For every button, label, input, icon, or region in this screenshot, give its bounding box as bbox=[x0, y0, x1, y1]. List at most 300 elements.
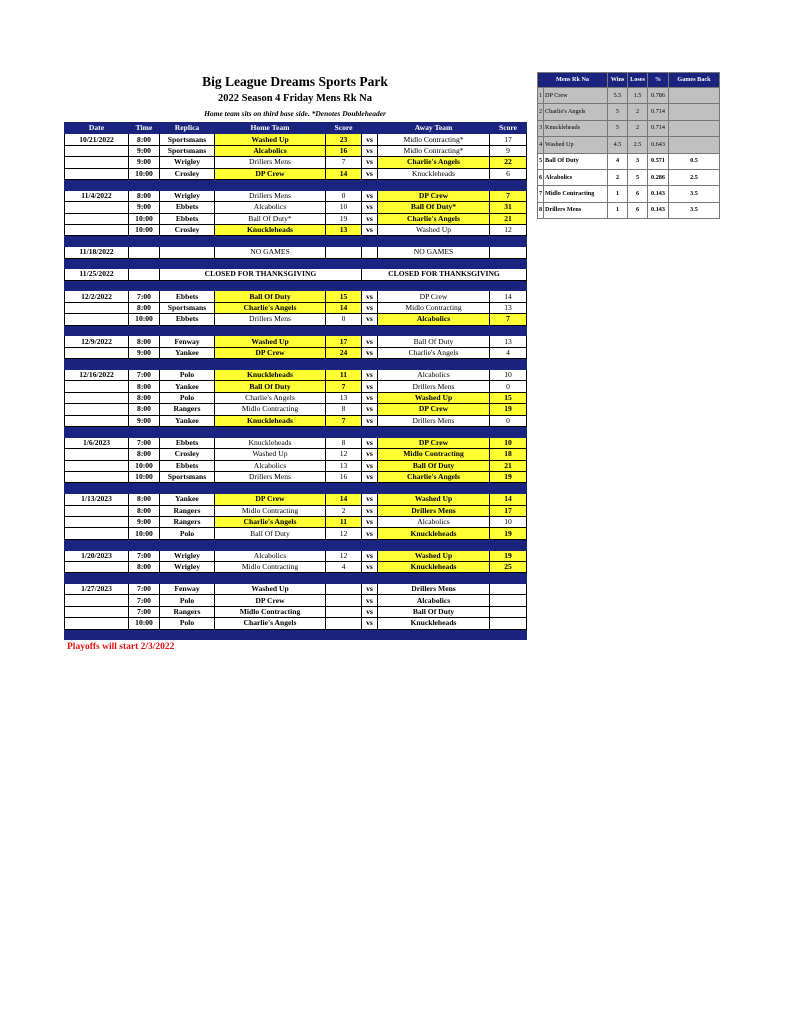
home-team: Midlo Contracting bbox=[215, 606, 326, 617]
vs-label: vs bbox=[362, 618, 378, 629]
standings-row bbox=[538, 120, 720, 136]
page-subtitle: 2022 Season 4 Friday Mens Rk Na bbox=[217, 93, 372, 104]
home-score: 13 bbox=[326, 392, 362, 403]
vs-label: vs bbox=[362, 550, 378, 561]
standings-rank: 2 bbox=[538, 104, 544, 120]
game-field: Ebbets bbox=[160, 202, 215, 213]
home-score: 13 bbox=[326, 224, 362, 235]
separator-bar bbox=[65, 483, 527, 494]
week-separator bbox=[65, 426, 527, 437]
standings-pct: 0.143 bbox=[648, 186, 669, 202]
away-team: Knuckleheads bbox=[378, 168, 490, 179]
game-time: 8:00 bbox=[129, 336, 160, 347]
away-score: 14 bbox=[490, 494, 527, 505]
game-row bbox=[65, 370, 527, 381]
standings-rank: 8 bbox=[538, 202, 544, 218]
game-time: 7:00 bbox=[129, 291, 160, 302]
game-field: Wrigley bbox=[160, 157, 215, 168]
vs-label: vs bbox=[362, 404, 378, 415]
home-team: Charlie's Angels bbox=[215, 302, 326, 313]
page-title: Big League Dreams Sports Park bbox=[202, 74, 388, 89]
game-field: Yankee bbox=[160, 415, 215, 426]
separator-bar bbox=[65, 629, 527, 640]
home-score: 14 bbox=[326, 302, 362, 313]
game-row bbox=[65, 190, 527, 201]
away-team: Drillers Mens bbox=[378, 584, 490, 595]
home-score: 12 bbox=[326, 528, 362, 539]
game-field: Rangers bbox=[160, 516, 215, 527]
standings-row bbox=[538, 153, 720, 169]
game-time: 9:00 bbox=[129, 347, 160, 358]
game-row bbox=[65, 584, 527, 595]
game-row bbox=[65, 314, 527, 325]
away-team: Charlie's Angels bbox=[378, 213, 490, 224]
game-time: 8:00 bbox=[129, 449, 160, 460]
standings-pct: 0.643 bbox=[648, 137, 669, 153]
game-field: Rangers bbox=[160, 606, 215, 617]
game-time: 8:00 bbox=[129, 381, 160, 392]
away-team: Alcabolics bbox=[378, 595, 490, 606]
game-time: 7:00 bbox=[129, 606, 160, 617]
away-team: Ball Of Duty* bbox=[378, 202, 490, 213]
standings-wins: 5 bbox=[608, 120, 628, 136]
separator-bar bbox=[65, 179, 527, 190]
away-team: Knuckleheads bbox=[378, 528, 490, 539]
away-team: DP Crew bbox=[378, 404, 490, 415]
game-time: 10:00 bbox=[129, 618, 160, 629]
game-row bbox=[65, 516, 527, 527]
standings-wins: 4.5 bbox=[608, 137, 628, 153]
home-score: 0 bbox=[326, 314, 362, 325]
game-time: 10:00 bbox=[129, 528, 160, 539]
game-date bbox=[65, 224, 129, 235]
game-row bbox=[65, 213, 527, 224]
game-row bbox=[65, 494, 527, 505]
game-date bbox=[65, 145, 129, 156]
away-team: Ball Of Duty bbox=[378, 336, 490, 347]
standings-team: DP Crew bbox=[544, 88, 608, 104]
game-field: Ebbets bbox=[160, 460, 215, 471]
game-time: 9:00 bbox=[129, 516, 160, 527]
game-date bbox=[65, 392, 129, 403]
week-separator bbox=[65, 359, 527, 370]
away-score: 6 bbox=[490, 168, 527, 179]
week-separator bbox=[65, 483, 527, 494]
standings-row bbox=[538, 169, 720, 185]
game-field: Sportsmans bbox=[160, 134, 215, 145]
game-date: 1/6/2023 bbox=[65, 437, 129, 448]
standings-team: Ball Of Duty bbox=[544, 153, 608, 169]
standings-pct: 0.786 bbox=[648, 88, 669, 104]
away-team: Midlo Contracting bbox=[378, 302, 490, 313]
game-row bbox=[65, 415, 527, 426]
game-time: 9:00 bbox=[129, 202, 160, 213]
game-row bbox=[65, 202, 527, 213]
standings-loses: 5 bbox=[628, 169, 648, 185]
home-score: 10 bbox=[326, 202, 362, 213]
separator-bar bbox=[65, 280, 527, 291]
home-team: Midlo Contracting bbox=[215, 404, 326, 415]
home-score: 14 bbox=[326, 168, 362, 179]
home-team: Charlie's Angels bbox=[215, 516, 326, 527]
game-row bbox=[65, 449, 527, 460]
game-date: 10/21/2022 bbox=[65, 134, 129, 145]
game-field: Polo bbox=[160, 392, 215, 403]
vs-label: vs bbox=[362, 460, 378, 471]
separator-bar bbox=[65, 258, 527, 269]
away-score bbox=[490, 584, 527, 595]
standings-games-back: 0.5 bbox=[669, 153, 720, 169]
col-home-team: Home Team bbox=[215, 123, 326, 134]
week-separator bbox=[65, 179, 527, 190]
game-time: 9:00 bbox=[129, 415, 160, 426]
game-date: 12/16/2022 bbox=[65, 370, 129, 381]
game-date: 12/9/2022 bbox=[65, 336, 129, 347]
game-row bbox=[65, 606, 527, 617]
away-score: 17 bbox=[490, 505, 527, 516]
game-row bbox=[65, 392, 527, 403]
away-score: 21 bbox=[490, 460, 527, 471]
vs-label: vs bbox=[362, 157, 378, 168]
home-score: 19 bbox=[326, 213, 362, 224]
home-score bbox=[326, 618, 362, 629]
away-score: 15 bbox=[490, 392, 527, 403]
home-team: Washed Up bbox=[215, 449, 326, 460]
vs-label: vs bbox=[362, 347, 378, 358]
home-team: Midlo Contracting bbox=[215, 505, 326, 516]
home-score: 16 bbox=[326, 471, 362, 482]
away-team: Drillers Mens bbox=[378, 381, 490, 392]
game-field: Wrigley bbox=[160, 550, 215, 561]
home-score: 8 bbox=[326, 404, 362, 415]
game-time: 7:00 bbox=[129, 595, 160, 606]
closed-note-home: CLOSED FOR THANKSGIVING bbox=[160, 269, 362, 280]
game-time: 8:00 bbox=[129, 505, 160, 516]
game-field: Sportsmans bbox=[160, 302, 215, 313]
away-score: 7 bbox=[490, 314, 527, 325]
vs-label: vs bbox=[362, 561, 378, 572]
standings-header-row bbox=[538, 73, 720, 88]
game-date bbox=[65, 449, 129, 460]
standings-row bbox=[538, 137, 720, 153]
schedule-table bbox=[64, 122, 527, 640]
standings-games-back: 3.5 bbox=[669, 202, 720, 218]
away-team: DP Crew bbox=[378, 437, 490, 448]
game-row bbox=[65, 437, 527, 448]
away-score: 18 bbox=[490, 449, 527, 460]
away-team: Ball Of Duty bbox=[378, 606, 490, 617]
away-team: Washed Up bbox=[378, 550, 490, 561]
standings-loses: 2 bbox=[628, 120, 648, 136]
away-team: Knuckleheads bbox=[378, 561, 490, 572]
game-time: 10:00 bbox=[129, 460, 160, 471]
game-field: Crosley bbox=[160, 449, 215, 460]
home-team: Knuckleheads bbox=[215, 415, 326, 426]
away-score: 19 bbox=[490, 528, 527, 539]
vs-label: vs bbox=[362, 190, 378, 201]
game-date bbox=[65, 347, 129, 358]
game-date bbox=[65, 561, 129, 572]
game-field: Ebbets bbox=[160, 291, 215, 302]
standings-table bbox=[537, 72, 720, 219]
home-team: Washed Up bbox=[215, 584, 326, 595]
game-date bbox=[65, 157, 129, 168]
schedule-note: Home team sits on third base side. *Denotes Doubleheader bbox=[204, 109, 386, 118]
game-time: 10:00 bbox=[129, 213, 160, 224]
game-row bbox=[65, 595, 527, 606]
game-field: Crosley bbox=[160, 168, 215, 179]
game-time: 7:00 bbox=[129, 370, 160, 381]
away-score: 31 bbox=[490, 202, 527, 213]
home-team: Drillers Mens bbox=[215, 157, 326, 168]
game-time: 10:00 bbox=[129, 314, 160, 325]
game-field: Crosley bbox=[160, 224, 215, 235]
game-field: Rangers bbox=[160, 404, 215, 415]
standings-team: Knuckleheads bbox=[544, 120, 608, 136]
standings-col-wins: Wins bbox=[608, 73, 628, 88]
vs-label: vs bbox=[362, 528, 378, 539]
game-date bbox=[65, 606, 129, 617]
vs-label: vs bbox=[362, 471, 378, 482]
away-score: 13 bbox=[490, 302, 527, 313]
standings-loses: 2.5 bbox=[628, 137, 648, 153]
game-time: 8:00 bbox=[129, 561, 160, 572]
standings-rank: 7 bbox=[538, 186, 544, 202]
standings-pct: 0.714 bbox=[648, 104, 669, 120]
home-score: 15 bbox=[326, 291, 362, 302]
vs-label: vs bbox=[362, 595, 378, 606]
col-home-score: Score bbox=[326, 123, 362, 134]
standings-loses: 3 bbox=[628, 153, 648, 169]
game-field: Ebbets bbox=[160, 437, 215, 448]
game-field: Wrigley bbox=[160, 190, 215, 201]
col-replica: Replica bbox=[160, 123, 215, 134]
standings-games-back bbox=[669, 137, 720, 153]
home-team: DP Crew bbox=[215, 347, 326, 358]
standings-wins: 1 bbox=[608, 202, 628, 218]
week-separator bbox=[65, 258, 527, 269]
game-row bbox=[65, 347, 527, 358]
col-away-team: Away Team bbox=[378, 123, 490, 134]
game-row bbox=[65, 336, 527, 347]
home-score bbox=[326, 595, 362, 606]
home-team: Ball Of Duty bbox=[215, 381, 326, 392]
game-field: Ebbets bbox=[160, 213, 215, 224]
away-team: Charlie's Angels bbox=[378, 157, 490, 168]
away-score: 21 bbox=[490, 213, 527, 224]
standings-loses: 6 bbox=[628, 186, 648, 202]
standings-games-back bbox=[669, 120, 720, 136]
game-time: 8:00 bbox=[129, 190, 160, 201]
vs-label: vs bbox=[362, 516, 378, 527]
game-row bbox=[65, 460, 527, 471]
game-field: Sportsmans bbox=[160, 471, 215, 482]
game-row bbox=[65, 404, 527, 415]
standings-wins: 1 bbox=[608, 186, 628, 202]
standings-games-back: 2.5 bbox=[669, 169, 720, 185]
standings-rank: 1 bbox=[538, 88, 544, 104]
game-row bbox=[65, 618, 527, 629]
game-date bbox=[65, 415, 129, 426]
away-score: 19 bbox=[490, 404, 527, 415]
game-time: 7:00 bbox=[129, 584, 160, 595]
away-team: DP Crew bbox=[378, 291, 490, 302]
game-row bbox=[65, 528, 527, 539]
game-field: Fenway bbox=[160, 584, 215, 595]
standings-col-team: Mens Rk Na bbox=[538, 73, 608, 88]
standings-games-back: 3.5 bbox=[669, 186, 720, 202]
home-score: 23 bbox=[326, 134, 362, 145]
standings-pct: 0.714 bbox=[648, 120, 669, 136]
away-team: Charlie's Angels bbox=[378, 347, 490, 358]
standings-col-pct: % bbox=[648, 73, 669, 88]
standings-rank: 4 bbox=[538, 137, 544, 153]
vs-label: vs bbox=[362, 584, 378, 595]
home-team: Drillers Mens bbox=[215, 190, 326, 201]
game-field: Yankee bbox=[160, 381, 215, 392]
home-team: Knuckleheads bbox=[215, 437, 326, 448]
game-time: 8:00 bbox=[129, 134, 160, 145]
home-team: Charlie's Angels bbox=[215, 392, 326, 403]
away-score: 10 bbox=[490, 370, 527, 381]
vs-label: vs bbox=[362, 134, 378, 145]
away-score: 10 bbox=[490, 516, 527, 527]
col-vs bbox=[362, 123, 378, 134]
game-field: Yankee bbox=[160, 347, 215, 358]
game-row bbox=[65, 168, 527, 179]
vs-label: vs bbox=[362, 370, 378, 381]
vs-label: vs bbox=[362, 224, 378, 235]
away-team: Washed Up bbox=[378, 392, 490, 403]
game-date bbox=[65, 618, 129, 629]
game-field: Polo bbox=[160, 618, 215, 629]
home-score: 8 bbox=[326, 437, 362, 448]
game-date: 1/13/2023 bbox=[65, 494, 129, 505]
home-team: Knuckleheads bbox=[215, 370, 326, 381]
away-score: 12 bbox=[490, 224, 527, 235]
game-date bbox=[65, 202, 129, 213]
home-score: 24 bbox=[326, 347, 362, 358]
game-field: Polo bbox=[160, 528, 215, 539]
home-team: Washed Up bbox=[215, 336, 326, 347]
separator-bar bbox=[65, 325, 527, 336]
away-team: Knuckleheads bbox=[378, 618, 490, 629]
game-time: 7:00 bbox=[129, 550, 160, 561]
away-score: 7 bbox=[490, 190, 527, 201]
away-score: 14 bbox=[490, 291, 527, 302]
standings-team: Alcabolics bbox=[544, 169, 608, 185]
away-team: Washed Up bbox=[378, 494, 490, 505]
home-score: 16 bbox=[326, 145, 362, 156]
game-time: 9:00 bbox=[129, 157, 160, 168]
standings-loses: 1.5 bbox=[628, 88, 648, 104]
separator-bar bbox=[65, 573, 527, 584]
away-score: 19 bbox=[490, 471, 527, 482]
schedule-header-row bbox=[65, 123, 527, 134]
home-team: DP Crew bbox=[215, 494, 326, 505]
game-date bbox=[65, 404, 129, 415]
away-score: 0 bbox=[490, 381, 527, 392]
week-separator bbox=[65, 280, 527, 291]
away-score bbox=[490, 247, 527, 258]
standings-wins: 4 bbox=[608, 153, 628, 169]
standings-team: Midlo Contracting bbox=[544, 186, 608, 202]
home-team: Alcabolics bbox=[215, 145, 326, 156]
home-team: Alcabolics bbox=[215, 202, 326, 213]
home-score: 7 bbox=[326, 157, 362, 168]
vs-label: vs bbox=[362, 202, 378, 213]
home-score: 4 bbox=[326, 561, 362, 572]
game-row bbox=[65, 302, 527, 313]
standings-team: Charlie's Angels bbox=[544, 104, 608, 120]
game-date: 11/4/2022 bbox=[65, 190, 129, 201]
game-row bbox=[65, 505, 527, 516]
week-separator bbox=[65, 539, 527, 550]
game-date bbox=[65, 168, 129, 179]
standings-wins: 5.5 bbox=[608, 88, 628, 104]
vs-label: vs bbox=[362, 505, 378, 516]
vs-label: vs bbox=[362, 336, 378, 347]
standings-wins: 5 bbox=[608, 104, 628, 120]
game-time: 7:00 bbox=[129, 437, 160, 448]
away-score: 17 bbox=[490, 134, 527, 145]
standings-rank: 3 bbox=[538, 120, 544, 136]
week-separator bbox=[65, 325, 527, 336]
separator-bar bbox=[65, 359, 527, 370]
home-score bbox=[326, 247, 362, 258]
standings-pct: 0.571 bbox=[648, 153, 669, 169]
game-date: 1/20/2023 bbox=[65, 550, 129, 561]
separator-bar bbox=[65, 426, 527, 437]
vs-label: vs bbox=[362, 291, 378, 302]
game-date bbox=[65, 381, 129, 392]
standings-wins: 2 bbox=[608, 169, 628, 185]
game-row bbox=[65, 269, 527, 280]
game-row bbox=[65, 145, 527, 156]
vs-label: vs bbox=[362, 606, 378, 617]
home-score: 12 bbox=[326, 449, 362, 460]
vs-label: vs bbox=[362, 494, 378, 505]
game-row bbox=[65, 224, 527, 235]
game-row bbox=[65, 561, 527, 572]
home-score: 14 bbox=[326, 494, 362, 505]
home-team: Charlie's Angels bbox=[215, 618, 326, 629]
game-row bbox=[65, 381, 527, 392]
closed-note-away: CLOSED FOR THANKSGIVING bbox=[362, 269, 527, 280]
away-team: Drillers Mens bbox=[378, 415, 490, 426]
game-field: Wrigley bbox=[160, 561, 215, 572]
away-team: Drillers Mens bbox=[378, 505, 490, 516]
home-team: Ball Of Duty bbox=[215, 291, 326, 302]
game-time: 8:00 bbox=[129, 302, 160, 313]
standings-row bbox=[538, 88, 720, 104]
away-team: Alcabolics bbox=[378, 314, 490, 325]
game-date bbox=[65, 213, 129, 224]
standings-col-loses: Loses bbox=[628, 73, 648, 88]
away-score: 10 bbox=[490, 437, 527, 448]
vs-label: vs bbox=[362, 392, 378, 403]
col-time: Time bbox=[129, 123, 160, 134]
vs-label: vs bbox=[362, 437, 378, 448]
home-team: DP Crew bbox=[215, 595, 326, 606]
standings-row bbox=[538, 186, 720, 202]
separator-bar bbox=[65, 539, 527, 550]
home-score: 7 bbox=[326, 415, 362, 426]
home-score: 17 bbox=[326, 336, 362, 347]
game-date bbox=[65, 314, 129, 325]
home-team: Alcabolics bbox=[215, 550, 326, 561]
away-team: Midlo Contracting* bbox=[378, 134, 490, 145]
